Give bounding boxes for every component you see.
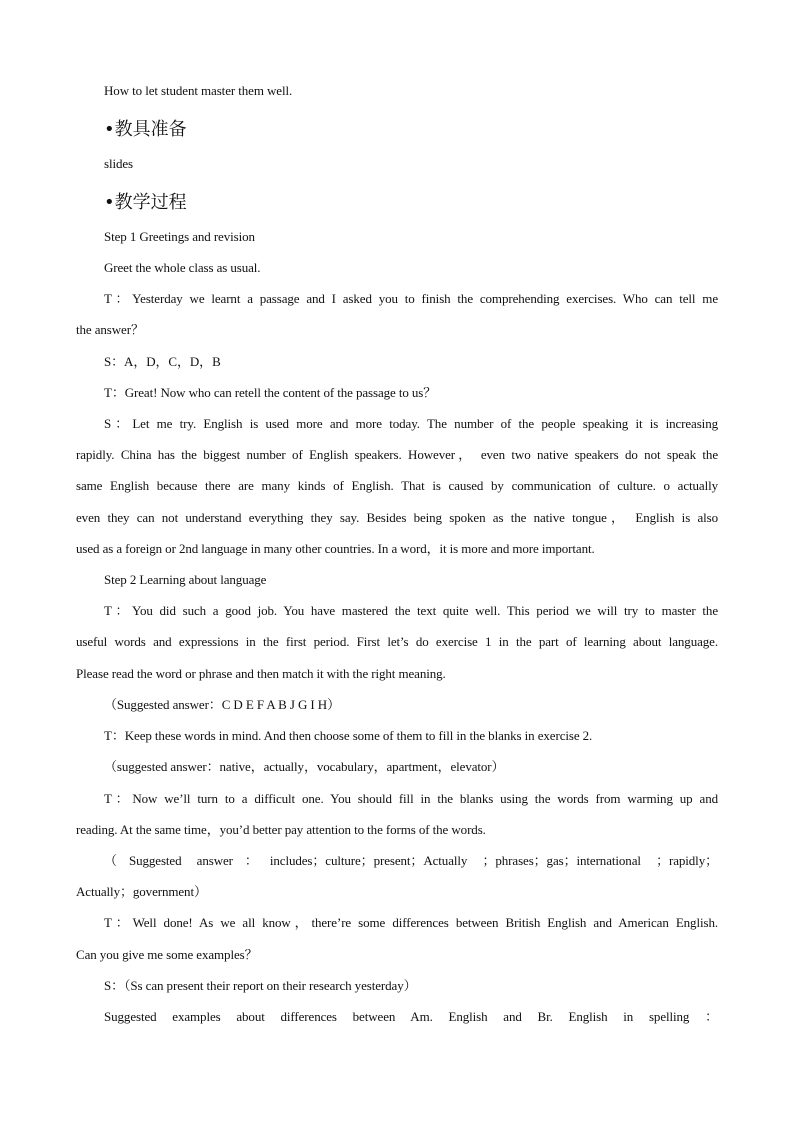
intro-line: How to let student master them well. <box>104 83 293 98</box>
paragraph-line: T：Great! Now who can retell the content of the passage to us？ <box>104 385 437 400</box>
paragraph-line: same English because there are many kinds of English. That is caused by communication of culture. o actually <box>76 478 718 493</box>
answer-line: Actually；government） <box>76 884 207 899</box>
paragraph-line: S：（Ss can present their report on their research yesterday） <box>104 978 417 993</box>
heading-text: 教具准备 <box>114 119 187 140</box>
answer-line: （suggested answer：native，actually，vocabulary，apartment，elevator） <box>104 759 505 774</box>
paragraph-line: T：Now we’ll turn to a difficult one. You should fill in the blanks using the words from warming up and <box>104 791 718 806</box>
answer-line: （Suggested answer：includes；culture；present；Actually ；phrases；gas；international ；rapidly； <box>104 853 718 868</box>
paragraph-line: the answer？ <box>76 322 144 337</box>
paragraph-line: used as a foreign or 2nd language in many other countries. In a word，it is more and more important. <box>76 541 595 556</box>
answer-line: （Suggested answer：C D E F A B J G I H） <box>104 697 340 712</box>
paragraph-line: S：A，D，C，D，B <box>104 354 221 369</box>
section-heading-teaching-aids <box>104 118 187 142</box>
paragraph-line: reading. At the same time，you’d better pay attention to the forms of the words. <box>76 822 486 837</box>
paragraph-line: Suggested examples about differences between Am. English and Br. English in spelling ： <box>104 1009 718 1024</box>
paragraph-line: Can you give me some examples？ <box>76 947 258 962</box>
paragraph-line: useful words and expressions in the first period. First let’s do exercise 1 in the part of learning about language. <box>76 634 718 649</box>
bullet-icon: • <box>104 119 115 140</box>
paragraph-line: T：Yesterday we learnt a passage and I asked you to finish the comprehending exercises. Who can tell me <box>104 291 718 306</box>
paragraph-line: Please read the word or phrase and then match it with the right meaning. <box>76 666 446 681</box>
paragraph-line: T：You did such a good job. You have mastered the text quite well. This period we will try to master the <box>104 603 718 618</box>
step-title: Step 1 Greetings and revision <box>104 229 255 244</box>
heading-text: 教学过程 <box>114 192 187 213</box>
section-heading-teaching-process <box>104 191 187 215</box>
paragraph-line: T：Keep these words in mind. And then choose some of them to fill in the blanks in exercise 2. <box>104 728 593 743</box>
paragraph-line: Greet the whole class as usual. <box>104 260 261 275</box>
paragraph-line: S：Let me try. English is used more and more today. The number of the people speaking it is increasing <box>104 416 718 431</box>
paragraph-line: even they can not understand everything they say. Besides being spoken as the native tongue， English is also <box>76 510 718 525</box>
paragraph-line: slides <box>104 156 134 171</box>
bullet-icon: • <box>104 192 115 213</box>
paragraph-line: T：Well done! As we all know，there’re some differences between British English and American English. <box>104 915 718 930</box>
paragraph-line: rapidly. China has the biggest number of English speakers. However， even two native speakers do not speak the <box>76 447 718 462</box>
step-title: Step 2 Learning about language <box>104 572 267 587</box>
